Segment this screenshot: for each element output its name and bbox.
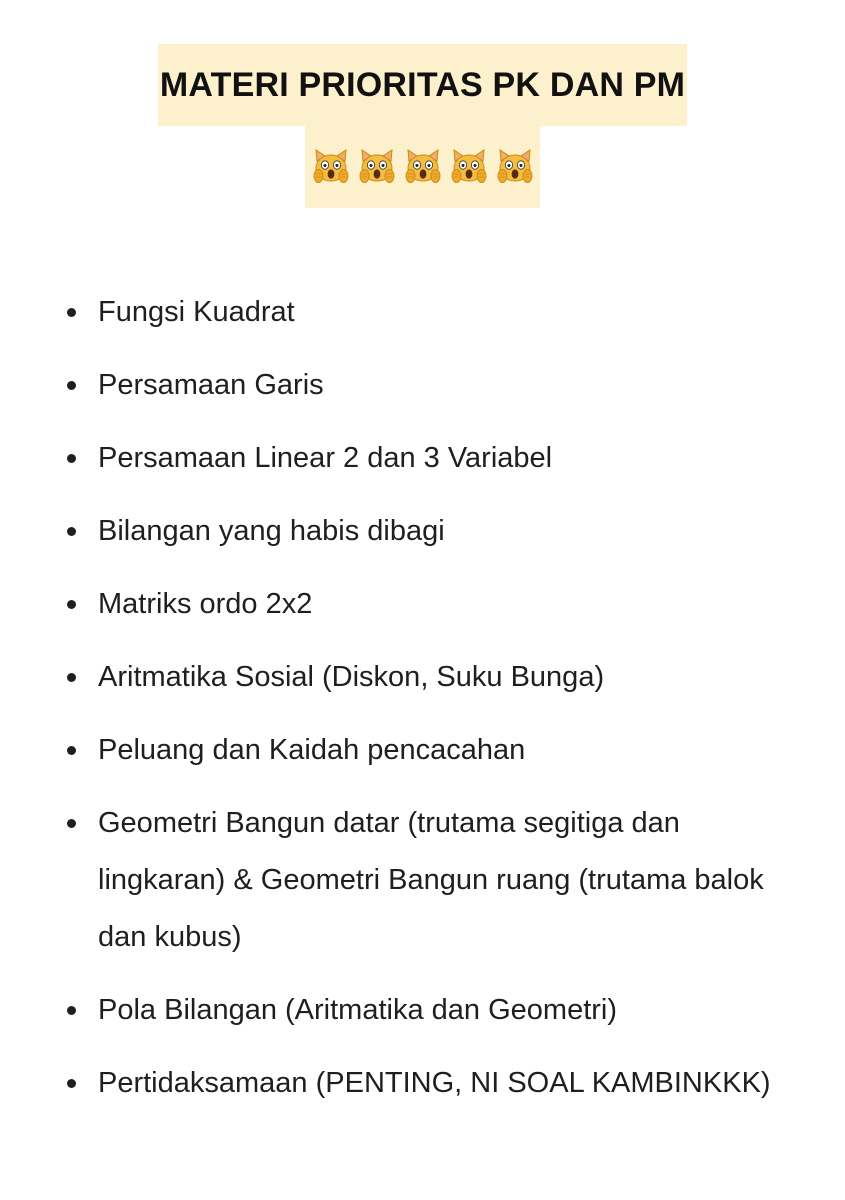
bullet-icon [67,454,76,463]
list-item-text: Pola Bilangan (Aritmatika dan Geometri) [98,994,618,1026]
topic-list [60,284,780,1128]
bullet-icon [67,819,76,828]
list-item-text: Persamaan Garis [98,369,324,401]
bullet-icon [67,1079,76,1088]
list-item-text: Fungsi Kuadrat [98,296,295,328]
bullet-icon [67,527,76,536]
list-item [60,430,780,487]
page-title: MATERI PRIORITAS PK DAN PM [158,44,687,126]
bullet-icon [67,1006,76,1015]
list-item [60,795,780,966]
list-item-text: Peluang dan Kaidah pencacahan [98,734,526,766]
list-item-text: Pertidaksamaan (PENTING, NI SOAL KAMBINKKK) [98,1067,771,1099]
list-item [60,284,780,341]
list-item [60,722,780,779]
list-item [60,649,780,706]
bullet-icon [67,673,76,682]
bullet-icon [67,308,76,317]
bullet-icon [67,381,76,390]
list-item-text: Aritmatika Sosial (Diskon, Suku Bunga) [98,661,605,693]
list-item [60,576,780,633]
screaming-cat-icon [403,147,443,187]
screaming-cat-icon [449,147,489,187]
emoji-row [305,126,540,208]
bullet-icon [67,746,76,755]
bullet-icon [67,600,76,609]
list-item [60,503,780,560]
list-item [60,357,780,414]
screaming-cat-icon [311,147,351,187]
screaming-cat-icon [357,147,397,187]
screaming-cat-icon [495,147,535,187]
title-block [0,44,845,126]
list-item-text: Geometri Bangun datar (trutama segitiga dan lingkaran) & Geometri Bangun ruang (trutama balok dan kubus) [98,807,764,953]
list-item-text: Matriks ordo 2x2 [98,588,313,620]
list-item [60,982,780,1039]
list-item-text: Persamaan Linear 2 dan 3 Variabel [98,442,553,474]
list-item-text: Bilangan yang habis dibagi [98,515,445,547]
emoji-block [0,126,845,208]
list-item [60,1055,780,1112]
